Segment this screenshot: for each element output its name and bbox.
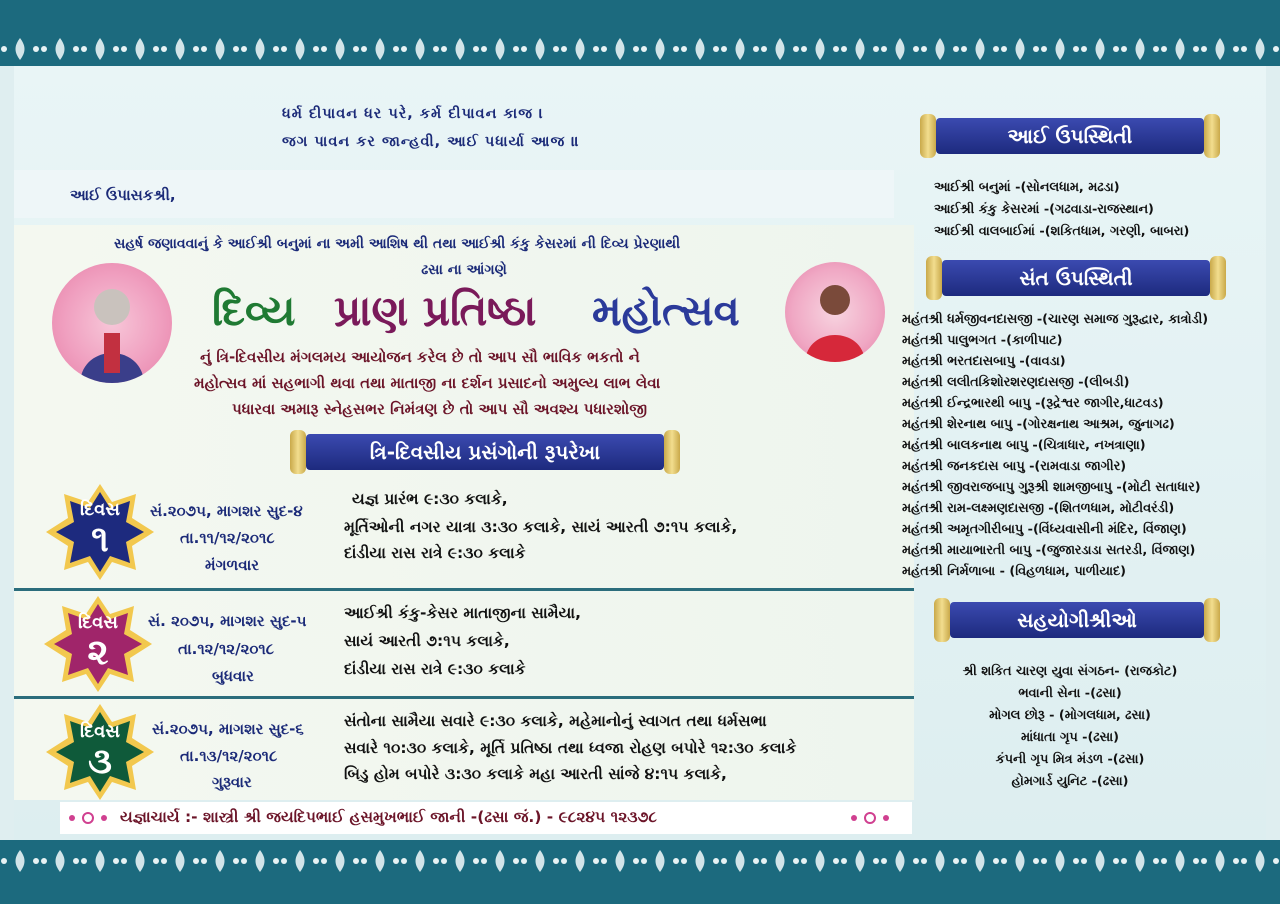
day-2-number: ૨ (87, 632, 109, 673)
day-2-event-2: સાયં આરતી ૭:૧૫ કલાકે, (344, 632, 510, 650)
portrait-left-figure (52, 263, 172, 383)
day-1-number: ૧ (91, 519, 109, 560)
sahyogi-item-4: માંધાતા ગૃપ -(ઢસા) (1020, 730, 1120, 745)
day-2-event-1: આઈશ્રી કંકુ-કેસર માતાજીના સામૈયા, (344, 604, 581, 622)
day-1-event-1: યજ્ઞ પ્રારંભ ૯:૩૦ કલાકે, (352, 490, 508, 508)
aai-item-3: આઈશ્રી વાલબાઈમાં -(શકિતધામ, ગરણી, બાબરા) (934, 224, 1190, 239)
sahyogi-item-2: ભવાની સેના -(ઢસા) (1018, 686, 1122, 701)
sahyogi-item-5: કંપની ગૃપ મિત્ર મંડળ -(ઢસા) (995, 752, 1145, 767)
sant-item-10: મહંતશ્રી રામ-લક્ષ્મણદાસજી -(શિતળધામ, મોટીવરંડી) (902, 501, 1175, 516)
sant-heading-banner (926, 256, 1226, 300)
day-separator-2 (14, 696, 914, 699)
sahyogi-item-3: મોગલ છોરૂ - (મોગલધામ, ઢસા) (989, 708, 1151, 723)
aai-heading-cap-right (1204, 114, 1220, 158)
invitation-line-2: મહોત્સવ માં સહભાગી થવા તથા માતાજી ના દર્શન પ્રસાદનો અમુલ્ય લાભ લેવા (194, 374, 661, 392)
intro-line-1: સહર્ષ જણાવવાનું કે આઈશ્રી બનુમાં ના અમી આશિષ થી તથા આઈશ્રી કંકુ કેસરમાં ની દિવ્ય પ્રેરણાથી (114, 236, 681, 252)
sahyogi-item-1: શ્રી શકિત ચારણ યુવા સંગઠન- (રાજકોટ) (962, 664, 1178, 679)
portrait-right-figure (785, 262, 885, 362)
footer-ornament-left (64, 810, 114, 826)
salutation: આઈ ઉપાસકશ્રી, (70, 186, 176, 204)
day-3-number: ૩ (88, 741, 112, 782)
day-3-event-2: સવારે ૧૦:૩૦ કલાકે, મૂર્તિ પ્રતિષ્ઠા તથા ધ્વજા રોહણ બપોરે ૧૨:૩૦ કલાકે (344, 739, 797, 757)
footer-text: યજ્ઞાચાર્ય :- શાસ્ત્રી શ્રી જયદિપભાઈ હસમુખભાઈ જાની -(ઢસા જં.) - ૯૮૨૪૫ ૧૨૩૭૮ (120, 808, 657, 826)
top-border (0, 0, 1280, 66)
bottom-ornament (0, 846, 1280, 876)
day-2-label: દિવસ (78, 612, 118, 633)
sant-item-7: મહંતશ્રી બાલકનાથ બાપુ -(ચિત્રાધાર, નખત્રાણા) (902, 438, 1146, 453)
day-1-event-2: મૂર્તિઓની નગર યાત્રા ૩:૩૦ કલાકે, સાયં આરતી ૭:૧૫ કલાકે, (344, 518, 738, 536)
day-3-date-samvat: સં.૨૦૭૫, માગશર સુદ-૬ (152, 720, 304, 738)
sant-item-3: મહંતશ્રી ભરતદાસબાપુ -(વાવડા) (902, 354, 1066, 369)
title-divya: દિવ્ય (212, 286, 296, 335)
top-ornament (0, 34, 1280, 64)
sant-heading: સંત ઉપસ્થિતી (1019, 266, 1133, 290)
title-pran: પ્રાણ પ્રતિષ્ઠા (334, 286, 537, 335)
sahyogi-heading-cap-right (1204, 598, 1220, 642)
day-1-date: તા.૧૧/૧૨/૨૦૧૮ (180, 529, 275, 547)
day-1-date-samvat: સં.૨૦૭૫, માગશર સુદ-૪ (150, 502, 303, 520)
sant-item-13: મહંતશ્રી નિર્મળાબા - (વિહળધામ, પાળીયાદ) (902, 564, 1127, 579)
schedule-banner-cap-right (664, 430, 680, 474)
invitation-line-3: પધારવા અમારૂ સ્નેહસભર નિમંત્રણ છે તો આપ સૌ અવશ્ય પધારશોજી (232, 400, 648, 418)
title-word-mahotsav (592, 286, 740, 336)
day-3-label: દિવસ (80, 721, 120, 742)
sant-item-5: મહંતશ્રી ઈન્દ્રભારથી બાપુ -(રૂદ્રેશ્વર જાગીર,ધાટવડ) (902, 396, 1164, 411)
day-2-event-3: દાંડીયા રાસ રાત્રે ૯:૩૦ કલાકે (344, 660, 526, 678)
title-word-divya (212, 286, 296, 336)
sant-item-11: મહંતશ્રી અમૃતગીરીબાપુ -(વિંધ્યવાસીની મંદિર, વિંજાણ) (902, 522, 1187, 537)
portrait-right (785, 262, 885, 362)
day-3-date: તા.૧૩/૧૨/૨૦૧૮ (180, 747, 278, 765)
sant-item-6: મહંતશ્રી શેરનાથ બાપુ -(ગોરક્ષનાથ આશ્રમ, જુનાગઢ) (902, 417, 1175, 432)
schedule-banner (290, 430, 680, 474)
day-3-event-3: બિડુ હોમ બપોરે ૩:૩૦ કલાકે મહા આરતી સાંજે ૪:૧૫ કલાકે, (344, 765, 727, 783)
couplet-line-2: જગ પાવન કર જાન્હવી, આઈ પધાર્યા આજ ॥ (282, 134, 580, 150)
day-separator-1 (14, 588, 914, 591)
aai-heading-cap-left (920, 114, 936, 158)
couplet-line-1: ધર્મ દીપાવન ધર પરે, કર્મ દીપાવન કાજ । (282, 106, 544, 122)
portrait-left (52, 263, 172, 383)
sant-heading-cap-left (926, 256, 942, 300)
sant-item-9: મહંતશ્રી જીવરાજબાપુ ગુરૂશ્રી શામજીબાપુ -(મોટી સતાધાર) (902, 480, 1201, 495)
day-2-date: તા.૧૨/૧૨/૨૦૧૮ (178, 640, 275, 658)
aai-item-1: આઈશ્રી બનુમાં -(સોનલધામ, મઢડા) (934, 180, 1120, 195)
intro-line-2: ઢસા ના આંગણે (421, 262, 507, 278)
footer-ornament-right (846, 810, 896, 826)
aai-item-2: આઈશ્રી કંકુ કેસરમાં -(ગઢવાડા-રાજસ્થાન) (934, 202, 1154, 217)
day-3-weekday: ગુરૂવાર (212, 773, 252, 791)
aai-heading-banner (920, 114, 1220, 158)
day-1-label: દિવસ (80, 499, 120, 520)
title-mahotsav: મહોત્સવ (592, 286, 740, 335)
sant-item-4: મહંતશ્રી લલીતકિશોરશરણદાસજી -(લીબડી) (902, 375, 1130, 390)
day-3-event-1: સંતોના સામૈયા સવારે ૯:૩૦ કલાકે, મહેમાનોનું સ્વાગત તથા ધર્મસભા (344, 712, 767, 730)
day-1-weekday: મંગળવાર (205, 556, 260, 574)
bottom-border (0, 840, 1280, 904)
sant-item-1: મહંતશ્રી ધર્મજીવનદાસજી -(ચારણ સમાજ ગુરૂદ્વાર, કાત્રોડી) (902, 312, 1209, 327)
day-2-weekday: બુધવાર (212, 667, 254, 685)
sahyogi-heading: સહયોગીશ્રીઓ (1017, 608, 1137, 632)
sant-item-2: મહંતશ્રી પાલુભગત -(કાળીપાટ) (902, 333, 1063, 348)
day-1-event-3: દાંડીયા રાસ રાત્રે ૯:૩૦ કલાકે (344, 544, 526, 562)
day-2-date-samvat: સં. ૨૦૭૫, માગશર સુદ-૫ (148, 612, 307, 630)
schedule-banner-cap-left (290, 430, 306, 474)
sant-item-8: મહંતશ્રી જનકદાસ બાપુ -(રામવાડા જાગીર) (902, 459, 1127, 474)
aai-heading: આઈ ઉપસ્થિતી (1007, 124, 1133, 148)
sahyogi-item-6: હોમગાર્ડ યુનિટ -(ઢસા) (1011, 774, 1129, 789)
invitation-line-1: નું ત્રિ-દિવસીય મંગલમય આયોજન કરેલ છે તો આપ સૌ ભાવિક ભકતો ને (200, 348, 640, 366)
sant-heading-cap-right (1210, 256, 1226, 300)
title-word-pran-pratishtha (334, 286, 536, 336)
sahyogi-heading-banner (934, 598, 1220, 642)
sahyogi-heading-cap-left (934, 598, 950, 642)
schedule-banner-text: ત્રિ-દિવસીય પ્રસંગોની રૂપરેખા (369, 440, 601, 464)
sant-item-12: મહંતશ્રી માયાભારતી બાપુ -(જુજારડાડા સતરડી, વિંજાણ) (902, 543, 1196, 558)
